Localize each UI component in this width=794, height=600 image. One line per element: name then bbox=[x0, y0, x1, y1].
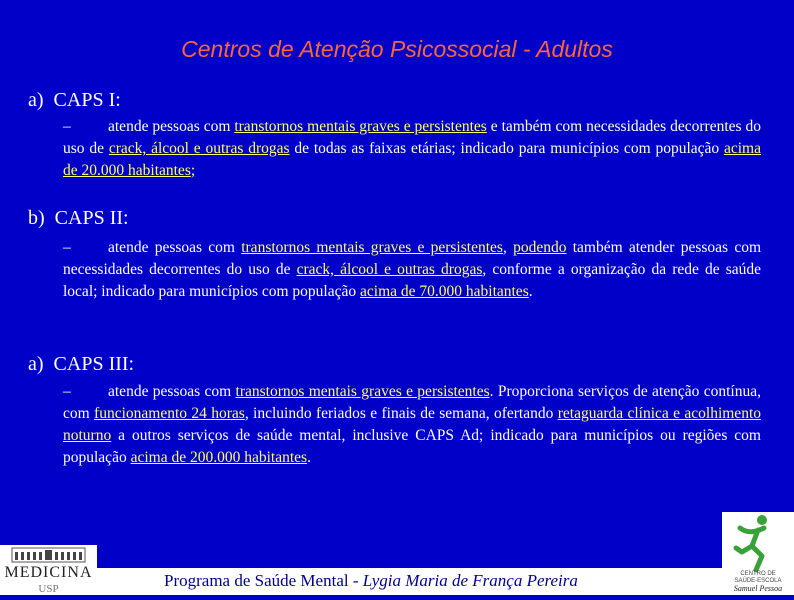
text-part: e também com necessidades decorrentes do uso de bbox=[63, 118, 761, 157]
logo-line-3: Samuel Pessoa bbox=[733, 584, 783, 593]
section-heading-caps-i bbox=[28, 89, 121, 112]
centro-saude-escola-logo bbox=[722, 512, 794, 595]
text-part: atende pessoas com bbox=[108, 118, 235, 135]
runner-figure-icon bbox=[722, 512, 794, 595]
section-heading-caps-ii bbox=[28, 207, 129, 230]
building-icon bbox=[0, 545, 97, 595]
highlight-text: funcionamento 24 horas bbox=[94, 405, 245, 422]
logo-text: MEDICINA bbox=[4, 564, 93, 581]
highlight-text: acima de 200.000 habitantes bbox=[130, 449, 308, 466]
dash-bullet: – bbox=[63, 118, 71, 135]
dash-bullet: – bbox=[63, 239, 71, 256]
highlight-text: transtornos mentais graves e persistentes bbox=[235, 383, 490, 400]
section-letter: a) bbox=[28, 353, 44, 375]
dash-bullet: – bbox=[63, 383, 71, 400]
footer-credit bbox=[164, 571, 578, 591]
highlight-text: retaguarda clínica e acolhimento noturno bbox=[63, 405, 761, 444]
section-title: CAPS III: bbox=[53, 353, 135, 375]
text-part: ; bbox=[190, 162, 196, 179]
section-body-caps-ii bbox=[63, 237, 761, 303]
text-part: atende pessoas com bbox=[108, 383, 236, 400]
text-part: . Proporciona serviços de atenção contínua, com bbox=[63, 383, 761, 422]
footer-separator: - bbox=[352, 571, 359, 590]
footer-program: Programa de Saúde Mental bbox=[164, 571, 349, 590]
section-letter: a) bbox=[28, 89, 44, 111]
slide-title: Centros de Atenção Psicossocial - Adultos bbox=[181, 36, 613, 62]
highlight-text: podendo bbox=[513, 239, 567, 256]
section-title: CAPS I: bbox=[53, 89, 121, 111]
highlight-text: acima de 20.000 habitantes bbox=[63, 140, 761, 179]
highlight-text: crack, álcool e outras drogas bbox=[108, 140, 290, 157]
text-part: , bbox=[502, 239, 514, 256]
text-part: , conforme a organização da rede de saúde local; indicado para municípios com população bbox=[63, 261, 761, 300]
text-part: , incluindo feriados e finais de semana, ofertando bbox=[244, 405, 558, 422]
medicina-usp-logo bbox=[0, 545, 97, 595]
logo-subtext: USP bbox=[38, 583, 59, 595]
text-part: atende pessoas com bbox=[108, 239, 242, 256]
section-body-caps-i bbox=[63, 116, 761, 182]
section-letter: b) bbox=[28, 207, 45, 229]
text-part: a outros serviços de saúde mental, inclusive CAPS Ad; indicado para municípios ou regiões com população bbox=[63, 427, 761, 466]
section-title: CAPS II: bbox=[54, 207, 129, 229]
highlight-text: transtornos mentais graves e persistentes bbox=[241, 239, 503, 256]
highlight-text: transtornos mentais graves e persistentes bbox=[234, 118, 487, 135]
logo-line-1: CENTRO DE bbox=[740, 571, 776, 577]
section-body-caps-iii bbox=[63, 381, 761, 469]
highlight-text: crack, álcool e outras drogas bbox=[296, 261, 483, 278]
logo-line-2: SAÚDE-ESCOLA bbox=[734, 578, 782, 584]
text-part: . bbox=[307, 449, 311, 466]
text-part: também atender pessoas com necessidades decorrentes do uso de bbox=[63, 239, 761, 278]
footer-author: Lygia Maria de França Pereira bbox=[362, 571, 578, 590]
highlight-text: acima de 70.000 habitantes bbox=[360, 283, 529, 300]
section-heading-caps-iii bbox=[28, 353, 134, 376]
text-part: de todas as faixas etárias; indicado para municípios com população bbox=[289, 140, 724, 157]
text-part: . bbox=[528, 283, 533, 300]
